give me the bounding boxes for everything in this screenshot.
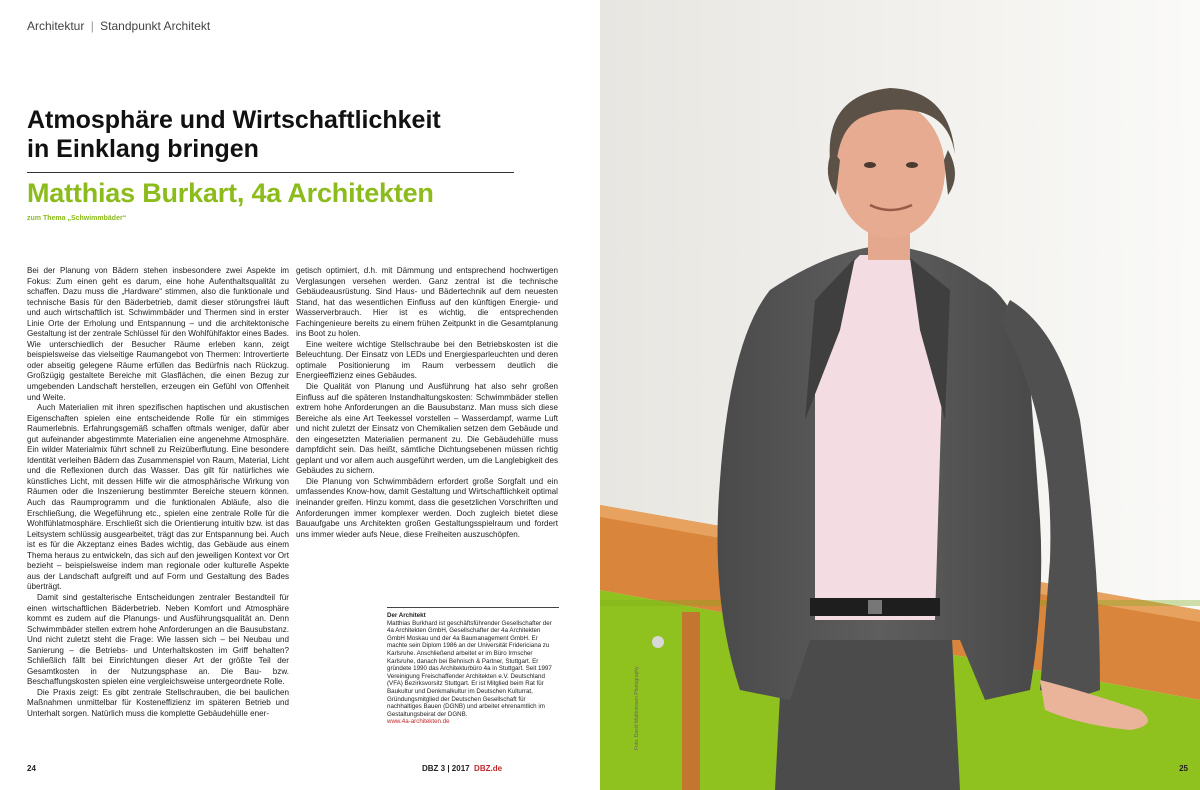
text-column-2 — [296, 266, 558, 540]
section-label: Architektur — [27, 19, 85, 33]
paragraph: Damit sind gestalterische Entscheidungen zentraler Bestandteil für einen wirtschaftlichen Bäderbetrieb. Neben Komfort und Atmosphäre kommt es zudem auf die Planungs- und Ausführungsqualität an. Denn Schwimmbäder stellen extrem hohe Anforderungen an die Bausubstanz. Und nicht zuletzt steht die Frage: Wie lassen sich – bei Neubau und Sanierung – die Betriebs- und Unterhaltskosten im Griff behalten? Schließlich fällt bei Einrichtungen dieser Art der größte Teil der Gesamtkosten in der Nutzungsphase an. Die Bau- bzw. Beschaffungskosten spielen eine vergleichsweise untergeordnete Rolle. — [27, 592, 289, 687]
author-subhead: Matthias Burkart, 4a Architekten — [27, 178, 434, 208]
rubric-separator: | — [90, 19, 94, 33]
paragraph: Bei der Planung von Bädern stehen insbesondere zwei Aspekte im Fokus: Zum einen geht es darum, eine hohe Aufenthaltsqualität zu schaffen. Dazu muss die „Hardware“ stimmen, also die funktionale und technische Basis für den Bäderbetrieb, damit dieser störungsfrei läuft und auch wirtschaftlich ist. Schwimmbäder und Thermen sind in erster Linie Orte der Erholung und Entspannung – und die architektonische Gestaltung ist der zentrale Schlüssel für den Wohlfühlfaktor eines Bades. Wie unterschiedlich der Besucher Räume erleben kann, zeigt beispielsweise das vielseitige Raumangebot von Thermen: Introvertierte oder abseitig gelegene Räume erfüllen das Bedürfnis nach Rückzug. Großzügig gestaltete Bereiche mit Glasflächen, die einen Bezug zur umgebenden Landschaft herstellen, erzeugen ein Gefühl von Offenheit und Weite. — [27, 266, 289, 402]
paragraph: Die Praxis zeigt: Es gibt zentrale Stellschrauben, die bei baulichen Maßnahmen unmittelbar für Kosteneffizienz im späteren Betrieb und Unterhalt sorgen. Natürlich muss die komplette Gebäudehülle ener- — [27, 687, 289, 718]
headline-line-2: in Einklang bringen — [27, 135, 259, 163]
right-page — [600, 0, 1200, 790]
subsection-label: Standpunkt Architekt — [100, 19, 211, 33]
portrait-photo — [600, 0, 1200, 790]
magazine-footer — [422, 764, 502, 773]
headline-rule — [27, 172, 514, 173]
bio-title: Der Architekt — [387, 612, 426, 619]
paragraph: Die Planung von Schwimmbädern erfordert große Sorgfalt und ein umfassendes Know-how, damit Gestaltung und Wirtschaftlichkeit optimal ineinander greifen. Hinzu kommt, dass die gesetzlichen Vorschriften und Anforderungen immer komplexer werden. Doch zugleich bietet diese Bauaufgabe uns Architekten großen Gestaltungsspielraum und fordert uns immer wieder aufs Neue, diese Freiheiten auszuschöpfen. — [296, 476, 558, 539]
page-number-right: 25 — [1179, 764, 1188, 773]
paragraph: Eine weitere wichtige Stellschraube bei den Betriebskosten ist die Beleuchtung. Der Einsatz von LEDs und Energiesparleuchten und deren optimale Positionierung im Raum verbessern deutlich die Energieeffizienz eines Gebäudes. — [296, 339, 558, 381]
paragraph: Auch Materialien mit ihren spezifischen haptischen und akustischen Eigenschaften spielen eine entscheidende Rolle für ein stimmiges Raumerlebnis. Erfahrungsgemäß schaffen oftmals weniger, dafür aber gut aufeinander abgestimmte Materialien eine angenehme Atmosphäre. Ein wilder Materialmix führt schnell zu Reizüberflutung. Eine besondere Identität verleihen Bädern das Zusammenspiel von Raum, Material, Licht und die Reflexionen durch das Wasser. Das gilt für natürliches wie künstliches Licht, mit dessen Hilfe wir die atmosphärische Wirkung von Räumen oder die Inszenierung bestimmter Bereiche steuern können. Auch das Raumprogramm und die funktionalen Abläufe, also die Erschließung, die Wegeführung etc., spielen eine zentrale Rolle für die Wohlfühlatmosphäre. Erschließt sich die Orientierung intuitiv bzw. ist das Leitsystem schlüssig ausgearbeitet, trägt das zur Entspannung bei. Auch ist es für die Akzeptanz eines Bades wichtig, das Gebäude aus einem Thema heraus zu entwickeln, das sich auf den jeweiligen Kontext vor Ort bezieht – beispielsweise indem man regionale oder kulturelle Aspekte aus der Landschaft aufgreift und auf Form und Gestaltung des Bades überträgt. — [27, 403, 289, 592]
bio-text: Matthias Burkhard ist geschäftsführender Gesellschafter der 4a Architekten GmbH, Gesellschafter der 4a Architekten GmbH Moskau und der 4a Baumanagement GmbH. Er machte sein Diplom 1986 an der Universität Fridericiana zu Karlsruhe. Anschließend arbeitet er im Büro Irmscher Karlsruhe, danach bei Behnisch & Partner, Stuttgart. Er gründete 1990 das Architekturbüro 4a in Stuttgart. Seit 1997 Vereinigung Freischaffender Architekten e.V. Deutschland (VFA) Bezirksvorsitz Stuttgart. Er ist Mitglied beim Rat für Baukultur und Denkmalkultur im Deutschen Kulturrat, Gründungsmitglied der Deutschen Gesellschaft für nachhaltiges Bauen (DGNB) und arbeitet ehrenamtlich im Gestaltungsbeirat der DGNB. — [387, 619, 552, 718]
page-number-left: 24 — [27, 764, 36, 773]
photo-credit: Foto: David Matthiessen Photography — [634, 666, 640, 750]
bio-website-link[interactable]: www.4a-architekten.de — [387, 718, 450, 726]
text-column-1 — [27, 266, 289, 720]
magazine-issue: DBZ 3 | 2017 — [422, 764, 470, 773]
section-rubric — [27, 19, 210, 33]
paragraph: Die Qualität von Planung und Ausführung hat also sehr großen Einfluss auf die späteren Instandhaltungskosten: Schwimmbäder stellen extrem hohe Anforderungen an die Bausubstanz. Man muss sich diese Bereiche als eine Art Teekessel vorstellen – Wasserdampf, warme Luft und nicht zuletzt der Einsatz von Chemikalien setzen dem Gebäude und den eingesetzten Materialien permanent zu. Die Gebäudehülle muss dampfdicht sein. Das heißt, sämtliche Dichtungsebenen müssen richtig geplant und vor allem auch ausgeführt werden, um die Langlebigkeit des Gebäudes zu sichern. — [296, 382, 558, 476]
magazine-website[interactable]: DBZ.de — [474, 764, 503, 773]
paragraph: getisch optimiert, d.h. mit Dämmung und entsprechend hochwertigen Verglasungen versehen werden. Ganz zentral ist die technische Gebäudeausrüstung. Sind Haus- und Bädertechnik auf dem neuesten Stand, hat das wesentlichen Einfluss auf den künftigen Energie- und Wasserverbrauch. Hier ist es wichtig, die entsprechenden Fachingenieure bereits zu einem frühen Zeitpunkt in die Gesamtplanung ins Boot zu holen. — [296, 266, 558, 339]
author-bio — [387, 612, 559, 726]
article-headline — [27, 106, 527, 164]
topic-label: zum Thema „Schwimmbäder“ — [27, 215, 127, 222]
headline-line-1: Atmosphäre und Wirtschaftlichkeit — [27, 106, 441, 134]
bio-rule — [387, 607, 559, 608]
